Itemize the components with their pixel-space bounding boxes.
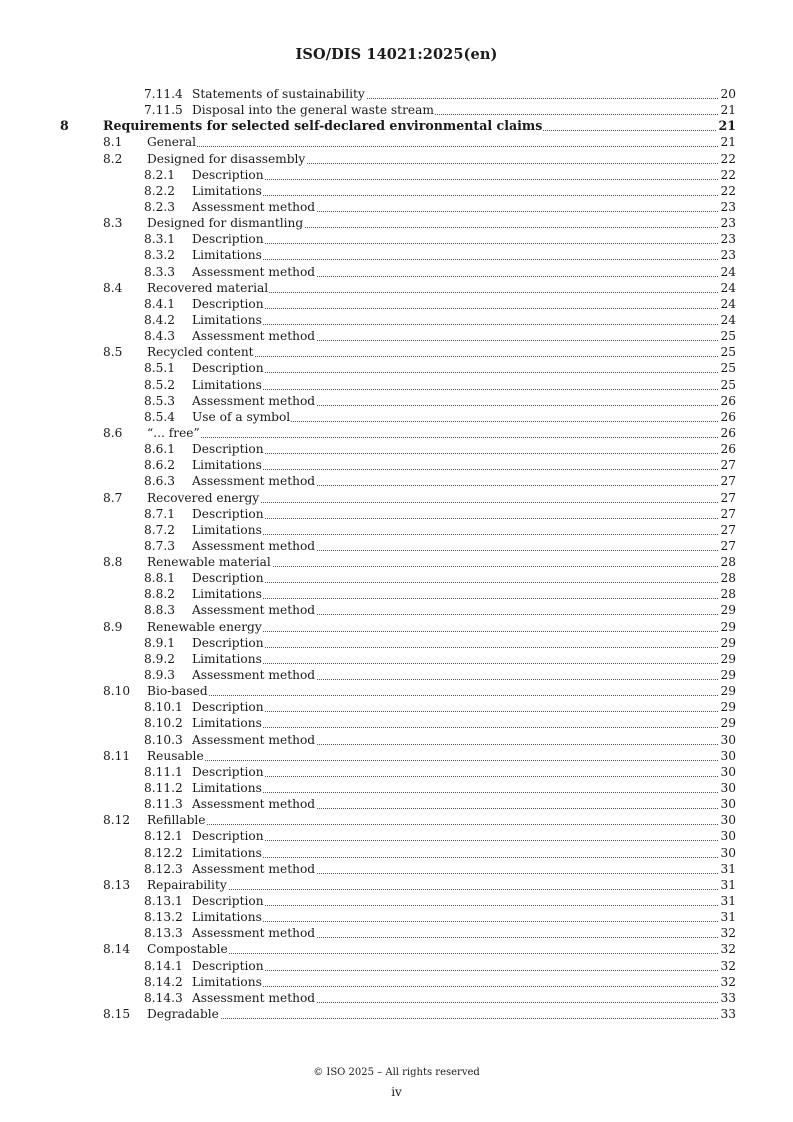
toc-entry-title: Reusable	[147, 749, 204, 763]
toc-entry-number: 8.6.1	[144, 442, 176, 456]
toc-entry-page: 29	[720, 684, 736, 698]
toc-entry[interactable]	[0, 990, 793, 1006]
toc-entry-title: Description	[192, 636, 264, 650]
toc-entry-number: 8.3.3	[144, 265, 176, 279]
toc-leader-dots	[192, 324, 736, 325]
toc-leader-dots	[192, 840, 736, 841]
toc-entry-title: Assessment method	[192, 265, 316, 279]
toc-entry-number: 8.5.1	[144, 361, 176, 375]
toc-entry-title: Limitations	[192, 910, 262, 924]
toc-entry-title: Assessment method	[192, 862, 316, 876]
toc-entry-title: Description	[192, 507, 264, 521]
toc-entry-page: 30	[720, 733, 736, 747]
toc-leader-dots	[192, 776, 736, 777]
toc-entry-page: 30	[720, 846, 736, 860]
toc-entry-number: 8.11.1	[144, 765, 183, 779]
toc-entry-number: 8.14	[103, 942, 131, 956]
toc-entry-page: 29	[720, 636, 736, 650]
toc-entry[interactable]	[0, 151, 793, 167]
toc-entry[interactable]	[0, 715, 793, 731]
toc-entry-page: 23	[720, 248, 736, 262]
toc-entry-page: 30	[720, 765, 736, 779]
toc-entry-title: Description	[192, 168, 264, 182]
toc-entry-page: 27	[720, 507, 736, 521]
toc-entry-number: 8.6.3	[144, 474, 176, 488]
toc-entry-title: General	[147, 135, 196, 149]
toc-entry[interactable]	[0, 635, 793, 651]
toc-entry-page: 30	[720, 829, 736, 843]
toc-entry-number: 8.13	[103, 878, 131, 892]
toc-entry-title: Assessment method	[192, 539, 316, 553]
toc-entry-number: 8.3.2	[144, 248, 176, 262]
toc-entry[interactable]	[0, 764, 793, 780]
toc-entry-number: 8.10	[103, 684, 131, 698]
toc-entry[interactable]	[0, 86, 793, 102]
toc-entry[interactable]	[0, 586, 793, 602]
toc-entry-page: 26	[720, 442, 736, 456]
toc-entry-title: Recycled content	[147, 345, 254, 359]
toc-entry-title: Degradable	[147, 1007, 219, 1021]
toc-entry-number: 8.12	[103, 813, 131, 827]
toc-entry-page: 28	[720, 571, 736, 585]
toc-entry[interactable]	[0, 925, 793, 941]
toc-entry-title: Limitations	[192, 716, 262, 730]
toc-entry-page: 27	[720, 539, 736, 553]
toc-leader-dots	[192, 857, 736, 858]
toc-entry-title: Recovered energy	[147, 491, 260, 505]
toc-entry-title: Assessment method	[192, 603, 316, 617]
toc-entry-title: Assessment method	[192, 394, 316, 408]
toc-entry[interactable]	[0, 974, 793, 990]
toc-entry-page: 21	[720, 135, 736, 149]
toc-entry-page: 23	[720, 200, 736, 214]
toc-entry-number: 8.7.3	[144, 539, 176, 553]
toc-leader-dots	[192, 308, 736, 309]
toc-entry-title: Statements of sustainability	[192, 87, 365, 101]
toc-entry[interactable]	[0, 812, 793, 828]
toc-leader-dots	[192, 905, 736, 906]
toc-entry-title: Limitations	[192, 523, 262, 537]
toc-entry[interactable]	[0, 732, 793, 748]
toc-entry-title: Recovered material	[147, 281, 269, 295]
toc-leader-dots	[192, 259, 736, 260]
toc-entry-page: 29	[720, 716, 736, 730]
toc-entry[interactable]	[0, 199, 793, 215]
toc-entry-page: 31	[720, 894, 736, 908]
toc-entry-title: Description	[192, 959, 264, 973]
toc-entry-title: Requirements for selected self-declared environmental claims	[103, 118, 543, 133]
toc-entry-page: 27	[720, 458, 736, 472]
toc-entry-page: 25	[720, 345, 736, 359]
toc-leader-dots	[192, 469, 736, 470]
toc-leader-dots	[147, 824, 736, 825]
toc-entry-title: Limitations	[192, 781, 262, 795]
toc-entry-number: 8.10.2	[144, 716, 183, 730]
toc-entry-page: 29	[720, 603, 736, 617]
toc-entry-title: Bio-based	[147, 684, 208, 698]
toc-entry-page: 32	[720, 959, 736, 973]
toc-leader-dots	[192, 179, 736, 180]
toc-entry-title: Renewable material	[147, 555, 271, 569]
toc-entry-title: Assessment method	[192, 733, 316, 747]
toc-entry-title: Designed for dismantling	[147, 216, 304, 230]
toc-entry[interactable]	[0, 360, 793, 376]
toc-entry-title: Use of a symbol	[192, 410, 291, 424]
toc-entry-number: 8.1	[103, 135, 123, 149]
toc-leader-dots	[192, 647, 736, 648]
toc-entry[interactable]	[0, 490, 793, 506]
page-number: iv	[391, 1085, 402, 1099]
toc-entry[interactable]	[0, 538, 793, 554]
toc-entry-title: Description	[192, 442, 264, 456]
toc-entry-number: 8.4.3	[144, 329, 176, 343]
toc-leader-dots	[192, 727, 736, 728]
toc-entry[interactable]	[0, 748, 793, 764]
toc-entry-number: 8.6	[103, 426, 123, 440]
toc-entry[interactable]	[0, 377, 793, 393]
toc-entry[interactable]	[0, 393, 793, 409]
toc-entry[interactable]	[0, 796, 793, 812]
toc-entry[interactable]	[0, 409, 793, 425]
toc-entry[interactable]	[0, 264, 793, 280]
toc-entry-page: 22	[720, 168, 736, 182]
toc-entry-number: 8	[60, 118, 69, 133]
toc-entry[interactable]	[0, 102, 793, 118]
toc-entry-page: 31	[720, 878, 736, 892]
toc-entry[interactable]	[0, 699, 793, 715]
toc-entry-number: 8.10.3	[144, 733, 183, 747]
toc-leader-dots	[147, 1018, 736, 1019]
toc-entry-title: Renewable energy	[147, 620, 262, 634]
toc-entry-number: 8.9.2	[144, 652, 176, 666]
toc-entry-page: 28	[720, 587, 736, 601]
toc-entry[interactable]	[0, 312, 793, 328]
toc-entry-page: 27	[720, 491, 736, 505]
toc-entry[interactable]	[0, 118, 793, 134]
toc-entry-number: 8.8	[103, 555, 123, 569]
toc-leader-dots	[147, 760, 736, 761]
toc-leader-dots	[192, 711, 736, 712]
toc-entry-page: 27	[720, 523, 736, 537]
toc-entry-number: 8.9.1	[144, 636, 176, 650]
toc-entry-title: Limitations	[192, 184, 262, 198]
toc-entry[interactable]	[0, 958, 793, 974]
toc-entry-number: 8.13.2	[144, 910, 183, 924]
toc-leader-dots	[192, 453, 736, 454]
toc-entry[interactable]	[0, 893, 793, 909]
toc-entry[interactable]	[0, 183, 793, 199]
toc-entry-page: 25	[720, 361, 736, 375]
toc-leader-dots	[147, 953, 736, 954]
toc-entry[interactable]	[0, 828, 793, 844]
toc-entry-page: 31	[720, 910, 736, 924]
toc-entry-title: Assessment method	[192, 200, 316, 214]
toc-entry-page: 32	[720, 942, 736, 956]
toc-entry-number: 8.13.3	[144, 926, 183, 940]
toc-entry-number: 8.8.2	[144, 587, 176, 601]
toc-entry-number: 8.5.3	[144, 394, 176, 408]
toc-entry[interactable]	[0, 619, 793, 635]
toc-entry-page: 30	[720, 781, 736, 795]
toc-entry[interactable]	[0, 845, 793, 861]
toc-entry-page: 24	[720, 265, 736, 279]
toc-entry-number: 8.7.2	[144, 523, 176, 537]
toc-entry-title: Limitations	[192, 458, 262, 472]
toc-entry[interactable]	[0, 780, 793, 796]
toc-entry-page: 24	[720, 313, 736, 327]
toc-entry-number: 8.7.1	[144, 507, 176, 521]
toc-entry-page: 29	[720, 668, 736, 682]
toc-entry-page: 32	[720, 975, 736, 989]
toc-entry[interactable]	[0, 861, 793, 877]
toc-entry-page: 29	[720, 620, 736, 634]
toc-entry-page: 29	[720, 700, 736, 714]
toc-entry-title: Assessment method	[192, 668, 316, 682]
toc-entry-title: Limitations	[192, 652, 262, 666]
toc-entry[interactable]	[0, 522, 793, 538]
toc-entry-number: 8.14.3	[144, 991, 183, 1005]
toc-entry-number: 8.3.1	[144, 232, 176, 246]
toc-entry-page: 30	[720, 749, 736, 763]
toc-entry-title: Limitations	[192, 587, 262, 601]
toc-entry-number: 8.12.1	[144, 829, 183, 843]
toc-entry[interactable]	[0, 344, 793, 360]
toc-leader-dots	[147, 889, 736, 890]
toc-entry-title: Assessment method	[192, 991, 316, 1005]
toc-entry-page: 22	[720, 152, 736, 166]
toc-leader-dots	[192, 582, 736, 583]
toc-entry-page: 21	[720, 103, 736, 117]
toc-entry[interactable]	[0, 247, 793, 263]
toc-leader-dots	[192, 372, 736, 373]
toc-entry-number: 8.11	[103, 749, 131, 763]
toc-entry-number: 8.4	[103, 281, 123, 295]
toc-entry-page: 25	[720, 378, 736, 392]
toc-entry-number: 8.4.1	[144, 297, 176, 311]
toc-entry-title: Description	[192, 361, 264, 375]
toc-entry-number: 8.6.2	[144, 458, 176, 472]
toc-entry[interactable]	[0, 506, 793, 522]
toc-entry-page: 28	[720, 555, 736, 569]
toc-entry-title: Designed for disassembly	[147, 152, 306, 166]
toc-entry-page: 23	[720, 232, 736, 246]
toc-entry-number: 8.2	[103, 152, 123, 166]
toc-entry[interactable]	[0, 425, 793, 441]
toc-leader-dots	[192, 792, 736, 793]
toc-leader-dots	[192, 598, 736, 599]
toc-entry-number: 8.15	[103, 1007, 131, 1021]
toc-entry-number: 8.2.1	[144, 168, 176, 182]
toc-entry[interactable]	[0, 167, 793, 183]
toc-entry-title: Description	[192, 297, 264, 311]
toc-entry-number: 7.11.4	[144, 87, 183, 101]
toc-entry-page: 21	[718, 118, 736, 133]
toc-entry-title: Refillable	[147, 813, 206, 827]
toc-entry-number: 8.8.3	[144, 603, 176, 617]
toc-entry-title: Repairability	[147, 878, 227, 892]
toc-entry-page: 26	[720, 394, 736, 408]
toc-entry-page: 23	[720, 216, 736, 230]
toc-entry-number: 8.2.2	[144, 184, 176, 198]
toc-entry-title: Description	[192, 232, 264, 246]
copyright-footer: © ISO 2025 – All rights reserved	[313, 1067, 480, 1078]
toc-entry-number: 8.5	[103, 345, 123, 359]
toc-entry-number: 8.14.1	[144, 959, 183, 973]
toc-leader-dots	[192, 663, 736, 664]
toc-entry-page: 20	[720, 87, 736, 101]
toc-entry-page: 30	[720, 813, 736, 827]
toc-entry[interactable]	[0, 280, 793, 296]
toc-entry[interactable]	[0, 441, 793, 457]
toc-entry-title: Limitations	[192, 378, 262, 392]
toc-entry[interactable]	[0, 296, 793, 312]
toc-entry[interactable]	[0, 554, 793, 570]
toc-entry-number: 8.13.1	[144, 894, 183, 908]
toc-entry[interactable]	[0, 909, 793, 925]
toc-entry-page: 27	[720, 474, 736, 488]
toc-entry[interactable]	[0, 941, 793, 957]
toc-entry[interactable]	[0, 651, 793, 667]
toc-entry[interactable]	[0, 231, 793, 247]
toc-entry[interactable]	[0, 1006, 793, 1022]
toc-leader-dots	[192, 921, 736, 922]
toc-entry-title: Disposal into the general waste stream	[192, 103, 434, 117]
toc-entry[interactable]	[0, 457, 793, 473]
toc-entry-title: Description	[192, 571, 264, 585]
toc-entry-page: 26	[720, 410, 736, 424]
toc-entry-title: Description	[192, 894, 264, 908]
toc-entry-number: 8.3	[103, 216, 123, 230]
toc-entry-page: 24	[720, 297, 736, 311]
toc-entry-number: 8.4.2	[144, 313, 176, 327]
toc-leader-dots	[192, 518, 736, 519]
toc-leader-dots	[192, 970, 736, 971]
toc-entry[interactable]	[0, 473, 793, 489]
toc-leader-dots	[147, 695, 736, 696]
toc-entry-page: 30	[720, 797, 736, 811]
toc-entry[interactable]	[0, 667, 793, 683]
toc-entry-title: “... free”	[147, 426, 200, 440]
toc-entry-page: 31	[720, 862, 736, 876]
toc-entry-title: Limitations	[192, 313, 262, 327]
toc-leader-dots	[147, 146, 736, 147]
toc-entry[interactable]	[0, 215, 793, 231]
toc-entry-title: Description	[192, 700, 264, 714]
toc-entry-page: 22	[720, 184, 736, 198]
toc-entry-page: 29	[720, 652, 736, 666]
toc-entry-number: 8.7	[103, 491, 123, 505]
toc-entry-title: Description	[192, 829, 264, 843]
toc-leader-dots	[192, 389, 736, 390]
toc-entry-number: 8.12.2	[144, 846, 183, 860]
toc-entry-number: 8.5.4	[144, 410, 176, 424]
toc-leader-dots	[147, 437, 736, 438]
toc-entry[interactable]	[0, 328, 793, 344]
toc-entry-number: 8.8.1	[144, 571, 176, 585]
toc-leader-dots	[192, 534, 736, 535]
toc-entry-number: 8.9	[103, 620, 123, 634]
toc-leader-dots	[192, 195, 736, 196]
toc-entry-number: 8.12.3	[144, 862, 183, 876]
toc-entry-number: 8.9.3	[144, 668, 176, 682]
toc-entry[interactable]	[0, 683, 793, 699]
toc-entry-title: Limitations	[192, 248, 262, 262]
toc-entry-number: 8.10.1	[144, 700, 183, 714]
toc-entry[interactable]	[0, 134, 793, 150]
toc-entry-page: 33	[720, 991, 736, 1005]
document-header: ISO/DIS 14021:2025(en)	[295, 46, 498, 63]
toc-entry[interactable]	[0, 877, 793, 893]
toc-entry-number: 8.5.2	[144, 378, 176, 392]
toc-entry-title: Assessment method	[192, 926, 316, 940]
toc-entry[interactable]	[0, 570, 793, 586]
toc-entry-title: Compostable	[147, 942, 228, 956]
toc-entry-number: 8.11.3	[144, 797, 183, 811]
toc-entry-number: 8.11.2	[144, 781, 183, 795]
toc-entry-title: Assessment method	[192, 474, 316, 488]
toc-leader-dots	[192, 243, 736, 244]
toc-leader-dots	[192, 986, 736, 987]
toc-entry-title: Limitations	[192, 975, 262, 989]
toc-entry-title: Description	[192, 765, 264, 779]
toc-entry-number: 8.2.3	[144, 200, 176, 214]
toc-entry-page: 24	[720, 281, 736, 295]
toc-entry-title: Limitations	[192, 846, 262, 860]
toc-entry-number: 7.11.5	[144, 103, 183, 117]
toc-entry-title: Assessment method	[192, 329, 316, 343]
toc-entry-page: 26	[720, 426, 736, 440]
toc-entry[interactable]	[0, 602, 793, 618]
toc-entry-page: 25	[720, 329, 736, 343]
toc-entry-title: Assessment method	[192, 797, 316, 811]
toc-entry-number: 8.14.2	[144, 975, 183, 989]
toc-entry-page: 33	[720, 1007, 736, 1021]
toc-entry-page: 32	[720, 926, 736, 940]
